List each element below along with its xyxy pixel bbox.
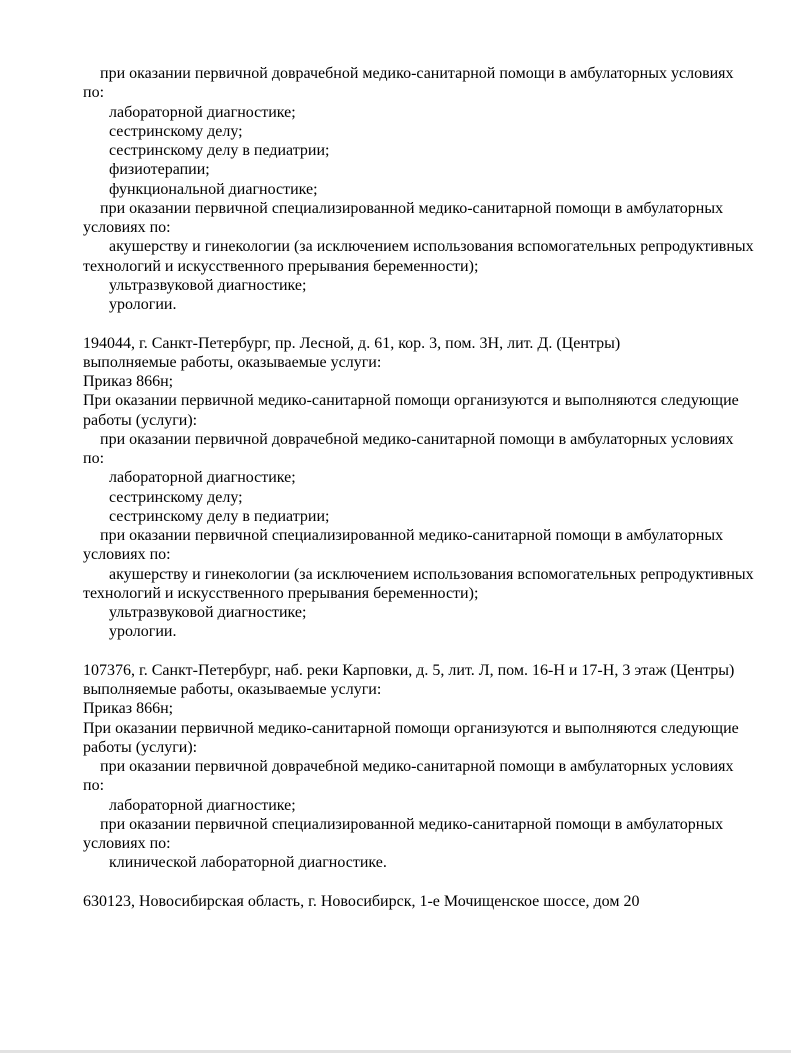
document-lines — [83, 64, 773, 911]
text-line: ультразвуковой диагностике; — [109, 604, 307, 621]
text-line: При оказании первичной медико-санитарной помощи организуются и выполняются следующие — [83, 719, 739, 737]
text-line: при оказании первичной доврачебной медико-санитарной помощи в амбулаторных условиях — [100, 430, 734, 448]
text-line: лабораторной диагностике; — [109, 103, 296, 121]
text-line: при оказании первичной доврачебной медико-санитарной помощи в амбулаторных условиях — [100, 65, 734, 82]
text-line: лабораторной диагностике; — [109, 469, 296, 487]
text-line: акушерству и гинекологии (за исключением использования вспомогательных репродуктивных — [109, 238, 754, 256]
text-line: работы (услуги): — [83, 411, 198, 429]
blank-line — [83, 314, 773, 333]
text-line: по: — [83, 84, 105, 102]
text-line: условиях по: — [83, 546, 171, 564]
text-line: при оказании первичной специализированной медико-санитарной помощи в амбулаторных — [100, 199, 724, 217]
text-line: по: — [83, 450, 105, 467]
text-line: выполняемые работы, оказываемые услуги: — [83, 681, 382, 698]
text-line: сестринскому делу в педиатрии; — [109, 142, 330, 159]
text-line: при оказании первичной доврачебной медико-санитарной помощи в амбулаторных условиях — [100, 758, 734, 775]
text-line: 107376, г. Санкт-Петербург, наб. реки Карповки, д. 5, лит. Л, пом. 16-Н и 17-Н, 3 этаж (Центры) — [83, 661, 735, 679]
text-line: 194044, г. Санкт-Петербург, пр. Лесной, д. 61, кор. 3, пом. 3Н, лит. Д. (Центры) — [83, 334, 621, 352]
text-line: Приказ 866н; — [83, 373, 174, 390]
text-line: лабораторной диагностике; — [109, 796, 296, 814]
text-line: Приказ 866н; — [83, 700, 174, 718]
text-line: При оказании первичной медико-санитарной помощи организуются и выполняются следующие — [83, 392, 739, 410]
text-line: при оказании первичной специализированной медико-санитарной помощи в амбулаторных — [100, 815, 724, 833]
text-line: физиотерапии; — [109, 161, 210, 179]
text-line: клинической лабораторной диагностике. — [109, 854, 387, 872]
text-line: условиях по: — [83, 835, 171, 852]
text-line: 630123, Новосибирская область, г. Новосибирск, 1-е Мочищенское шоссе, дом 20 — [83, 892, 640, 910]
blank-line — [83, 873, 773, 892]
text-line: технологий и искусственного прерывания беременности); — [83, 584, 479, 602]
text-line: по: — [83, 777, 105, 795]
text-line: условиях по: — [83, 219, 171, 236]
text-line: выполняемые работы, оказываемые услуги: — [83, 353, 382, 371]
text-line: сестринскому делу; — [109, 488, 243, 506]
text-line: при оказании первичной специализированной медико-санитарной помощи в амбулаторных — [100, 527, 724, 544]
text-line: сестринскому делу; — [109, 122, 243, 140]
blank-line — [83, 642, 773, 661]
text-line: ультразвуковой диагностике; — [109, 276, 307, 294]
text-line: сестринскому делу в педиатрии; — [109, 507, 330, 525]
text-line: урологии. — [109, 296, 177, 313]
text-line: технологий и искусственного прерывания беременности); — [83, 257, 479, 275]
text-line: урологии. — [109, 623, 177, 641]
text-line: акушерству и гинекологии (за исключением использования вспомогательных репродуктивных — [109, 565, 754, 583]
text-line: работы (услуги): — [83, 738, 198, 756]
text-line: функциональной диагностике; — [109, 180, 318, 198]
footer-divider — [0, 1050, 791, 1053]
